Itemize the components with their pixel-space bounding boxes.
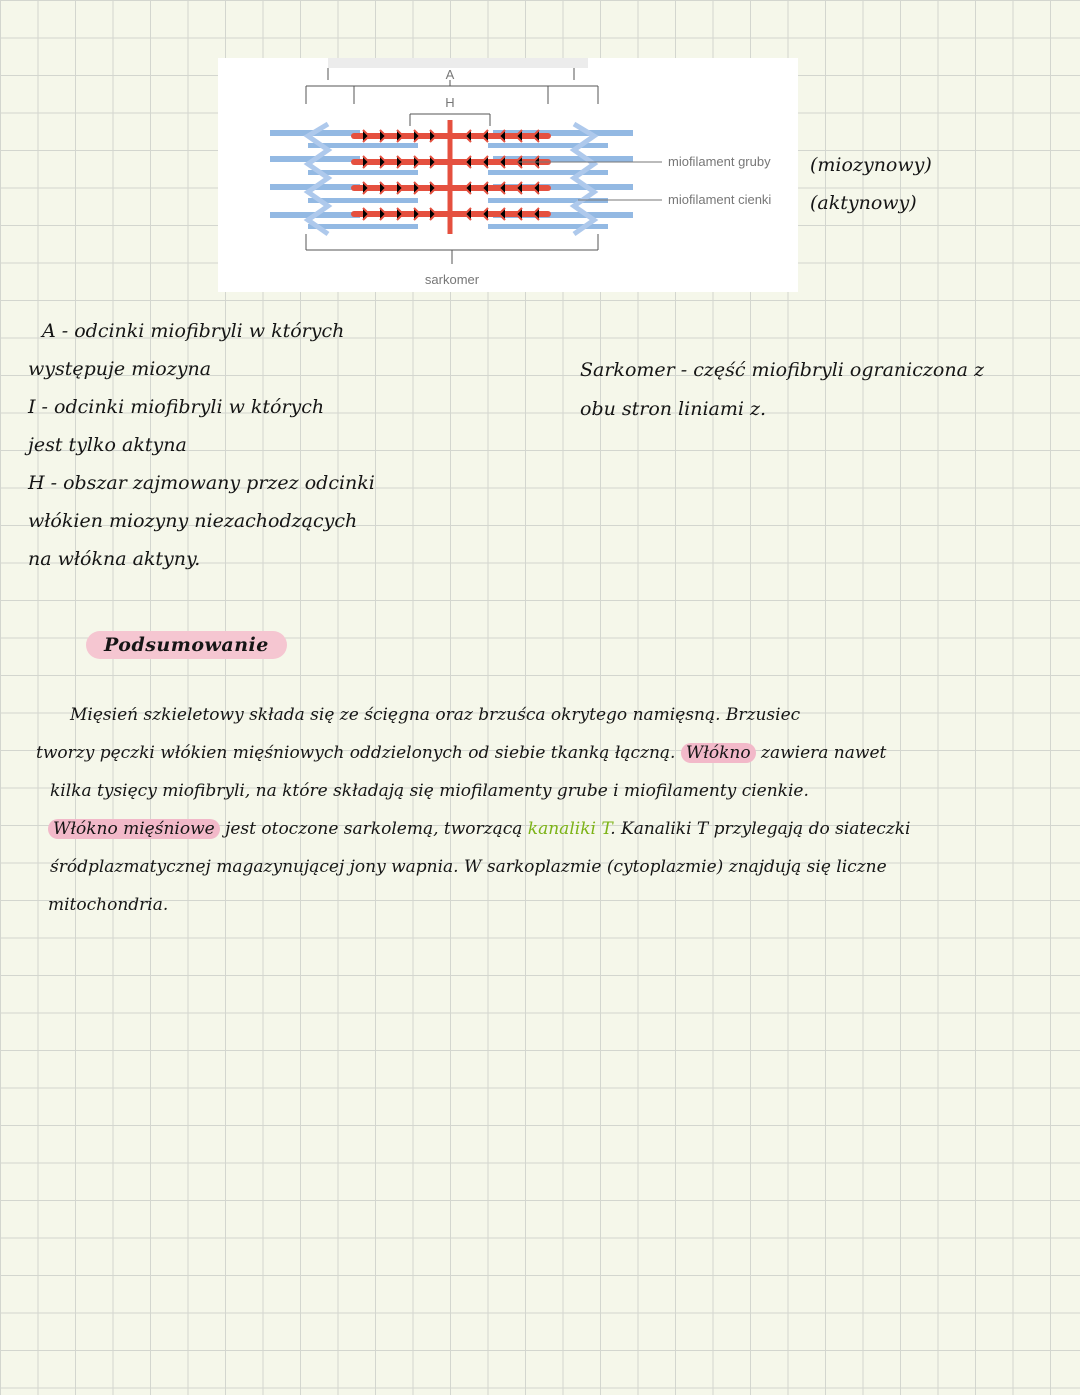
annotation-myosin: (miozynowy) xyxy=(810,154,932,176)
definition-A-cont: występuje miozyna xyxy=(28,358,212,380)
sarcomere-figure xyxy=(218,58,798,292)
definition-I: I - odcinki miofibryli w których xyxy=(28,396,325,418)
summary-line-6: mitochondria. xyxy=(48,895,169,915)
label-A: A xyxy=(445,67,455,82)
summary-line-2-text: tworzy pęczki włókien mięśniowych oddzielonych od siebie tkanką łączną. xyxy=(36,743,676,763)
highlight-wlokno-miesniowe: Włókno mięśniowe xyxy=(48,819,220,839)
sarcomere-definition xyxy=(580,351,1020,429)
summary-line-5: śródplazmatycznej magazynującej jony wapnia. W sarkoplazmie (cytoplazmie) znajdują się liczne xyxy=(50,857,887,877)
label-H: H xyxy=(445,95,455,110)
sarcomere-definition-line1: Sarkomer - część miofibryli ograniczona z xyxy=(580,359,984,381)
summary-line-3: kilka tysięcy miofibryli, na które składają się miofilamenty grube i miofilamenty cienkie. xyxy=(50,781,809,801)
summary-line-1: Mięsień szkieletowy składa się ze ścięgna oraz brzuśca okrytego namięsną. Brzusiec xyxy=(70,705,801,725)
definition-H-end: na włókna aktyny. xyxy=(28,548,201,570)
definition-H-cont: włókien miozyny niezachodzących xyxy=(28,510,358,532)
summary-line-2-end: zawiera nawet xyxy=(761,743,887,763)
sarcomere-definition-line2: obu stron liniami z. xyxy=(580,398,767,420)
summary-heading: Podsumowanie xyxy=(86,631,287,659)
band-definitions xyxy=(28,312,428,578)
label-thin: miofilament cienki xyxy=(668,192,772,207)
definition-I-cont: jest tylko aktyna xyxy=(28,434,187,456)
sarcomere-diagram xyxy=(218,58,798,292)
annotation-actin: (aktynowy) xyxy=(810,192,917,214)
definition-A: A - odcinki miofibryli w których xyxy=(42,320,345,342)
summary-line-4 xyxy=(36,810,1026,848)
definition-H: H - obszar zajmowany przez odcinki xyxy=(28,472,375,494)
summary-line-2 xyxy=(36,734,1026,772)
summary-line-4-end: . Kanaliki T przylegają do siateczki xyxy=(610,819,911,839)
label-thick: miofilament gruby xyxy=(668,154,771,169)
green-kanaliki-t: kanaliki T xyxy=(527,819,611,839)
summary-paragraph xyxy=(36,696,1026,924)
summary-line-4-text: jest otoczone sarkolemą, tworzącą xyxy=(225,819,523,839)
highlight-wlokno: Włókno xyxy=(681,743,756,763)
label-sarcomere: sarkomer xyxy=(424,272,480,287)
